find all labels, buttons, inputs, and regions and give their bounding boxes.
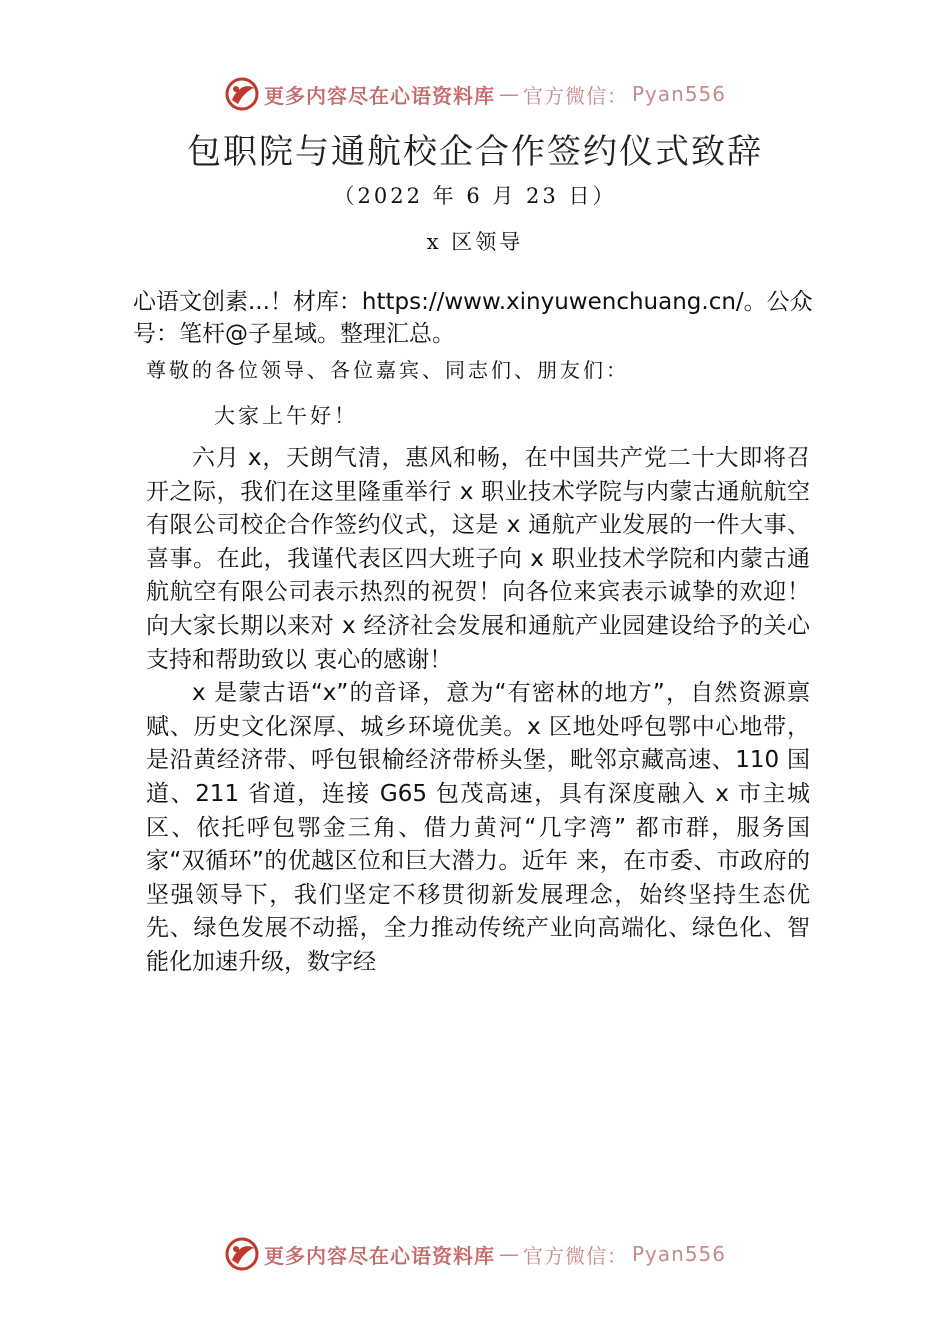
banner-wechat-id: Pyan556 <box>631 82 726 106</box>
speech-body <box>146 442 810 980</box>
banner-wechat-id: Pyan556 <box>631 1242 726 1266</box>
banner-official-label: 官方微信： <box>522 83 628 108</box>
greeting: 大家上午好！ <box>214 404 358 428</box>
footer-banner <box>0 1232 950 1276</box>
brand-logo-icon <box>224 1236 260 1272</box>
banner-official-label: 官方微信： <box>522 1243 628 1268</box>
banner-site-text: 更多内容尽在心语资料库 <box>263 1243 495 1268</box>
header-banner <box>0 72 950 116</box>
paragraph: x 是蒙古语“x”的音译，意为“有密林的地方”，自然资源禀赋、历史文化深厚、城乡环境优美。x 区地处呼包鄂中心地带，是沿黄经济带、呼包银榆经济带桥头堡，毗邻京藏高速、110 国道、211 省道，连接 G65 包茂高速，具有深度融入 x 市主城区、依托呼包鄂金三角、借力黄河“几字湾” 都市群，服务国家“双循环”的优越区位和巨大潜力。近年 来，在市委、市政府的坚强领导下，我们坚定不移贯彻新发展理念，始终坚持生态优先、绿色发展不动摇，全力推动传统产业向高端化、绿色化、智能化加速升级，数字经 <box>146 680 810 975</box>
salutation: 尊敬的各位领导、各位嘉宾、同志们、朋友们： <box>146 358 629 382</box>
document-title: 包职院与通航校企合作签约仪式致辞 <box>187 132 763 172</box>
banner-separator: — <box>498 1242 519 1266</box>
banner-separator: — <box>498 82 519 106</box>
brand-logo-icon <box>224 76 260 112</box>
document-date: （2022 年 6 月 23 日） <box>333 184 617 208</box>
source-note: 心语文创素...！材库：https://www.xinyuwenchuang.cn/。公众号：笔杆@子星域。整理汇总。 <box>133 289 813 347</box>
document-author: x 区领导 <box>426 230 524 254</box>
paragraph: 六月 x，天朗气清，惠风和畅，在中国共产党二十大即将召开之际，我们在这里隆重举行 x 职业技术学院与内蒙古通航航空有限公司校企合作签约仪式，这是 x 通航产业发展的一件大事、喜事。在此，我谨代表区四大班子向 x 职业技术学院和内蒙古通航航空有限公司表示热烈的祝贺！向各位来宾表示诚挚的欢迎！向大家长期以来对 x 经济社会发展和通航产业园建设给予的关心支持和帮助致以 衷心的感谢！ <box>146 445 810 673</box>
banner-site-text: 更多内容尽在心语资料库 <box>263 83 495 108</box>
